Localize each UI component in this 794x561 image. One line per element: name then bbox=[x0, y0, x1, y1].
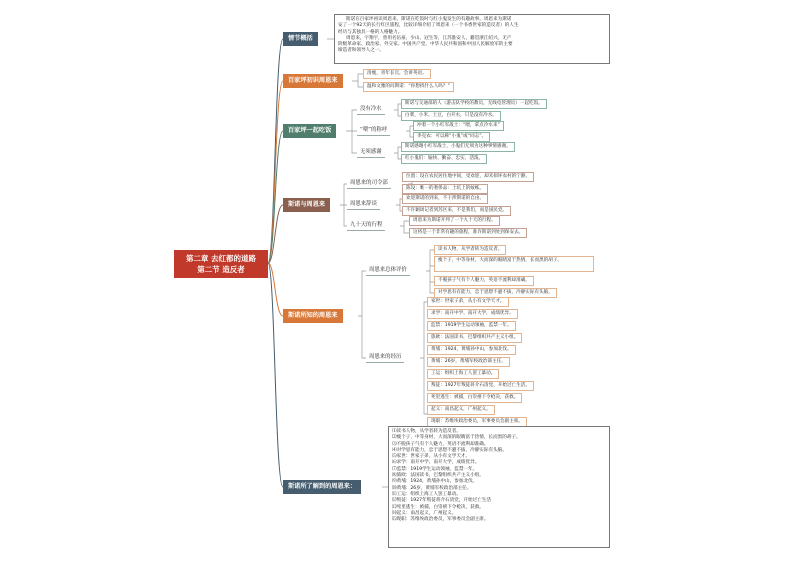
summary-line: 阶级革命家、政治家、外交家。中国共产党、中华人民共和国和中国人民解放军的主要 bbox=[338, 42, 513, 48]
hist-leaf: 旅欧：法国读书，巴黎组织共产主义小组。 bbox=[427, 333, 522, 343]
leaf: 斯诺与交通部的人（游击队学校的教员，无线电管理员）一起吃饭。 bbox=[401, 99, 547, 109]
root-node bbox=[174, 250, 268, 278]
link-b6 bbox=[268, 263, 283, 487]
hist-leaf: 起义：南昌起义，广州起义。 bbox=[427, 405, 495, 415]
leaf: 不许剿闭记者到苏区来，不是我们，而是国民党。 bbox=[402, 206, 511, 216]
learned-item: ⒁起义：南昌起义，广州起义。 bbox=[392, 510, 457, 516]
sub-experience: 周恩来的经历 bbox=[366, 352, 404, 363]
learned-item: ⑾工运：组织上海工人罢工暴动。 bbox=[392, 491, 461, 497]
eval-leaf: 对学思有有能力，忠于思想不避不拔，冷静实际有头脑。 bbox=[434, 288, 557, 298]
learned-item: ⑻旅欧：法国读书，巴黎组织共产主义小组。 bbox=[392, 473, 484, 479]
leaf: 陈设：唯一的奢侈品：土坑上的蚊帐。 bbox=[402, 184, 488, 194]
sub-overall-evaluation: 周恩来总体评价 bbox=[366, 265, 410, 276]
eval-leaf: 读书人物，从学者转为造反者。 bbox=[434, 245, 506, 255]
hist-leaf: 现职：苏维埃政治委员，军事委员会副主席。 bbox=[427, 417, 527, 427]
hist-leaf: 黄埔：26岁，黄埔军校政治部主任。 bbox=[427, 357, 510, 367]
branch-known-zhou: 斯诺所知的周恩来 bbox=[283, 309, 343, 323]
summary-line: 周恩来，字翔宇，曾用名伍豪、少山、冠生等，江苏淮安人，籍贯浙江绍兴。无产 bbox=[346, 35, 512, 41]
summary-line: 经历与其独具一格的人格魅力。 bbox=[338, 29, 403, 35]
hist-leaf: 监禁：1919学生运动领袖，监禁一年。 bbox=[427, 321, 516, 331]
sub-no-thanks: 无须感谢 bbox=[357, 147, 385, 158]
learned-item: ⑵瘦个子，中等身材，大而深的眼睛富于热情，长而黑的胡子。 bbox=[392, 435, 521, 441]
sub-no-cold-water: 没有冷水 bbox=[357, 104, 385, 115]
branch-first-meeting: 百家坪初识周恩来 bbox=[283, 74, 343, 88]
learned-item: ⒂现职：苏维埃政治委员，军事委员会副主席。 bbox=[392, 517, 489, 523]
leaf: 位置：设在农民居住地中间，受欢迎，却未损坏农村的宁静。 bbox=[402, 172, 534, 182]
learned-item: ⑸家世：世家子弟，从小有文学天才。 bbox=[392, 454, 471, 460]
hist-leaf: 黄埔：1924，黄埔孙中山，参加北伐。 bbox=[427, 345, 516, 355]
plot-summary-box bbox=[334, 14, 610, 64]
sub-headquarters: 周恩来的司令部 bbox=[347, 178, 391, 189]
leaf: 欢迎斯诺的到来，不干涉斯诺的自由。 bbox=[402, 194, 488, 204]
learned-item: ⑿叛徒：1927年叛徒蒋介石清党，开始过亡生活 bbox=[392, 498, 491, 504]
hist-leaf: 工运：组织上海工人罢工暴动。 bbox=[427, 369, 499, 379]
learned-item: ⑴读书人物，从学者转为造反者。 bbox=[392, 429, 461, 434]
leaf: 温和文雅的问斯诺：“你想找什么人吗？” bbox=[363, 82, 454, 92]
branch-snow-and-zhou: 斯诺与周恩来 bbox=[283, 198, 330, 212]
eval-text: 瘦个子，中等身材，大而深的眼睛富于热情，长而黑的胡子。 bbox=[438, 258, 563, 263]
summary-line: 斯诺在百家坪初识周恩来，斯诺在吃饭时与红小鬼发生的有趣故事。周恩来为斯诺 bbox=[346, 17, 512, 22]
eval-leaf: 不脱孩子气有个人魅力，英语不流利却准确。 bbox=[434, 276, 534, 286]
learned-item: ⑹求学：南开中学、南开大学，成绩优异。 bbox=[392, 460, 480, 466]
learned-item: ⒀死里逃生：被捕，白崇禧下令枪决，获救。 bbox=[392, 504, 484, 510]
learned-item: ⑶不脱孩子气有个人魅力，英语不流利却准确。 bbox=[392, 441, 489, 447]
link-b2 bbox=[268, 81, 283, 263]
leaf: 这将是一个非常有趣的旅程，准许斯诺到处到保安去。 bbox=[409, 228, 527, 238]
sub-talk: 周恩来辞谈 bbox=[347, 199, 380, 210]
leaf: 红小鬼们：愉快、勤奋、忠实、活泼。 bbox=[401, 154, 487, 164]
leaf: 白菜，小米、土豆，白开水，只是没有冷水。 bbox=[401, 111, 501, 121]
learned-item: ⑼黄埔：1924，黄埔孙中山，参加北伐。 bbox=[392, 479, 478, 485]
hist-leaf: 死里逃生：被捕，白崇禧下令枪决，获救。 bbox=[427, 393, 522, 403]
learned-item: ⑺监禁：1919学生运动领袖，监禁一年。 bbox=[392, 466, 478, 472]
branch-learned-zhou: 斯诺所了解到的周恩来： bbox=[283, 480, 361, 494]
learned-summary-box bbox=[388, 426, 610, 548]
sub-greeting: “喂”的称呼 bbox=[357, 125, 390, 136]
branch-plot-summary: 情节概括 bbox=[283, 32, 318, 46]
learned-item: ⑷对学思有能力，忠于思想不避不拔，冷静实际有头脑。 bbox=[392, 447, 507, 453]
leaf: 斯诺感谢小红军战士，小鬼们无须为这种事情感谢。 bbox=[401, 142, 515, 152]
leaf: 李克农：可以称“小鬼”或“同志”。 bbox=[413, 132, 490, 142]
sub-itinerary: 九十天的行程 bbox=[347, 220, 385, 231]
leaf: 清瘦，青年长官，会讲英语。 bbox=[363, 69, 431, 79]
root-subtitle: 第二节 造反者 bbox=[197, 265, 245, 274]
summary-line: 缔造者和领导人之一。 bbox=[338, 48, 384, 54]
leaf: 冲着一个小红军战士：“喂，拿点冷水来” bbox=[413, 121, 504, 131]
leaf: 周恩来为斯诺开列了一个九十天的行程。 bbox=[409, 216, 500, 226]
root-title: 第二章 去红都的道路 bbox=[185, 254, 257, 263]
summary-line: 安了一个92天的长行红区旅程，比较详细介绍了周恩来（一个书香世家的造反者）的人生 bbox=[338, 23, 519, 29]
learned-item: ⑽黄埔：26岁，黄埔军校政治部主任。 bbox=[392, 485, 472, 491]
hist-leaf: 叛徒：1927年叛徒蒋介石清党，开始过亡生活。 bbox=[427, 381, 534, 391]
hist-leaf: 家世：世家子弟，从小有文学天才。 bbox=[427, 297, 509, 307]
eval-leaf bbox=[434, 256, 594, 272]
branch-dinner: 百家坪一起吃饭 bbox=[283, 124, 336, 138]
hist-leaf: 求学：南开中学、南开大学，成绩优异。 bbox=[427, 309, 518, 319]
